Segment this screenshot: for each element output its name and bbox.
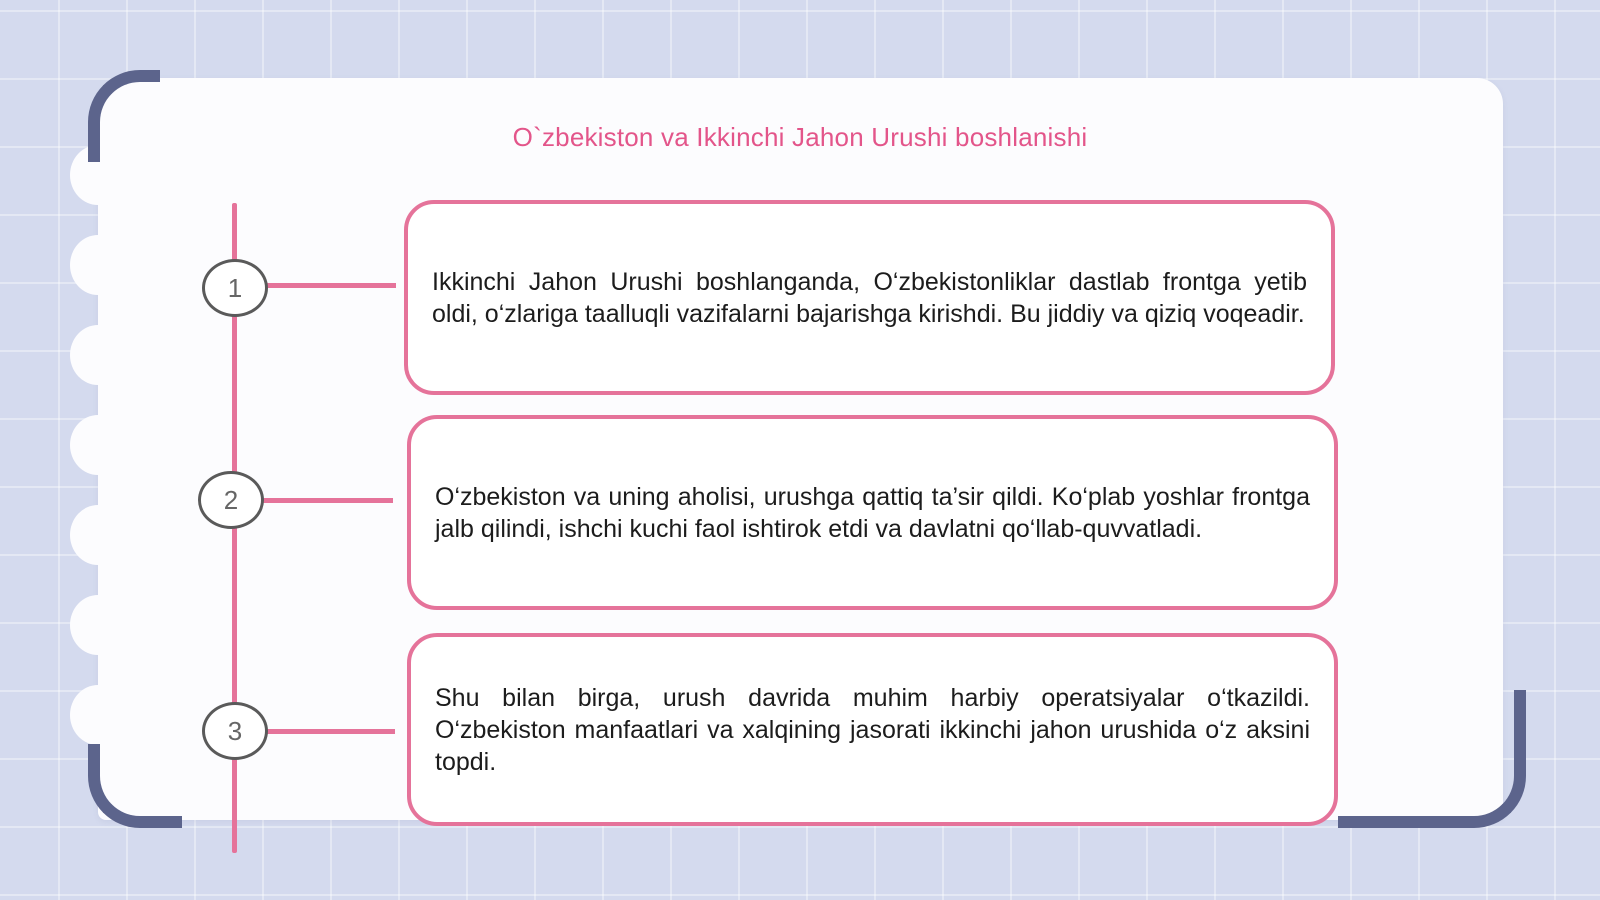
paper-scallop [70,685,126,745]
paper-scallop [70,415,126,475]
step-number-badge-1 [202,259,268,317]
timeline-card-text-2: O‘zbekiston va uning aholisi, urushga qattiq ta’sir qildi. Ko‘plab yoshlar frontga jalb qilindi, ishchi kuchi faol ishtirok etdi va davlatni qo‘llab-quvvatladi. [435,482,1310,543]
timeline-connector-1 [265,283,396,288]
timeline-card-2 [407,415,1338,610]
step-number-badge-3 [202,702,268,760]
step-number-3: 3 [227,715,243,746]
step-number-badge-2 [198,471,264,529]
paper-scallop [70,325,126,385]
timeline-connector-3 [265,729,395,734]
step-number-1: 1 [227,272,243,303]
corner-bracket-bottom-right [1338,690,1526,828]
slide-title: O`zbekiston va Ikkinchi Jahon Urushi boshlanishi [512,122,1088,152]
corner-bracket-top-left [88,70,160,162]
paper-scallop [70,235,126,295]
timeline-card-3 [407,633,1338,826]
paper-scallop [70,595,126,655]
timeline-card-text-1: Ikkinchi Jahon Urushi boshlanganda, O‘zbekistonliklar dastlab frontga yetib oldi, o‘zlariga taalluqli vazifalarni bajarishga kirishdi. Bu jiddiy va qiziq voqeadir. [432,267,1307,328]
timeline-connector-2 [262,498,393,503]
timeline-card-1 [404,200,1335,395]
step-number-2: 2 [223,484,239,515]
timeline-card-text-3: Shu bilan birga, urush davrida muhim harbiy operatsiyalar o‘tkazildi. O‘zbekiston manfaatlari va xalqining jasorati ikkinchi jahon urushida o‘z aksini topdi. [435,683,1310,776]
paper-scallop [70,505,126,565]
